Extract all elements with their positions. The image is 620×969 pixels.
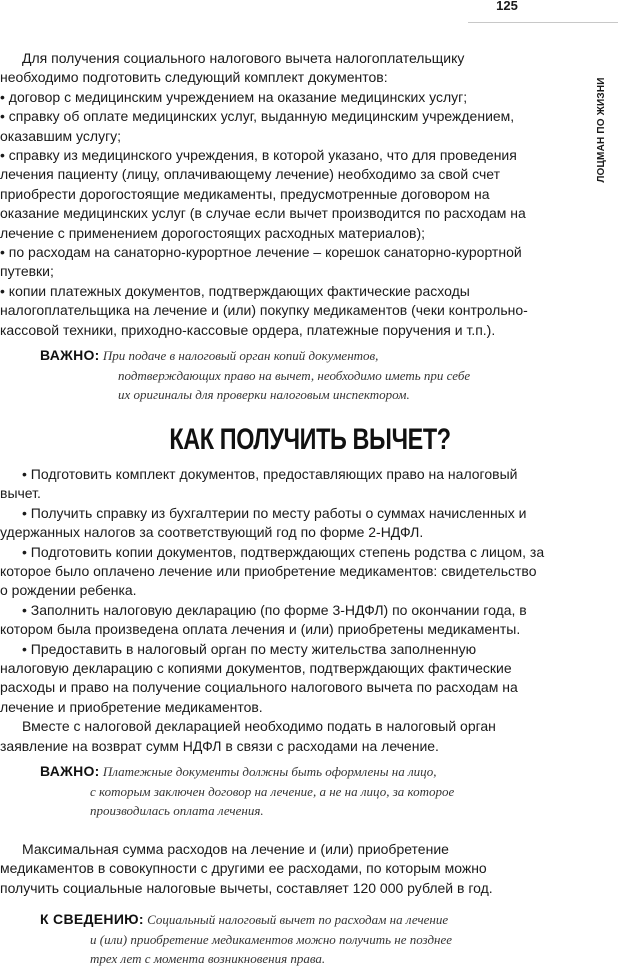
documents-list-item: • копии платежных документов, подтверждающих фактические расходы налогоплательщика на лечение и (или) покупку медикаментов (чеки контрольно-кассовой техники, приходно-кассовые ордера, платежные поручения и т.п.). [0,282,528,338]
step-item: • Предоставить в налоговый орган по месту жительства заполненную налоговую декларацию с копиями документов, подтверждающих фактические расходы и право на получение социального налогового вычета по расходам на лечение и приобретение медикаментов. [0,640,518,715]
documents-list-item: • по расходам на санаторно-курортное лечение – корешок санаторно-курортной путевки; [0,244,522,280]
note-label: ВАЖНО: [40,347,100,363]
closing-paragraph: Вместе с налоговой декларацией необходимо подать в налоговый орган заявление на возврат сумм НДФЛ в связи с расходами на лечение. [0,718,496,754]
documents-list-item: • справку из медицинского учреждения, в которой указано, что для проведения лечения пациенту (лицу, оплачивающему лечение) необходимо за свой счет приобрести дорогостоящие медикаменты, предусмотренные договором на оказание медицинских услуг (в случае если вычет производится по расходам на лечение с применением дорогостоящих расходных материалов); [0,147,526,241]
header-divider [468,22,618,23]
step-item: • Подготовить копии документов, подтверждающих степень родства с лицом, за которое было оплачено лечение или приобретение медикаментов: свидетельство о рождении ребенка. [0,543,545,599]
note-text: производилась оплата лечения. [90,803,264,818]
documents-list-item: • договор с медицинским учреждением на оказание медицинских услуг; [0,88,468,105]
note-text: с которым заключен договор на лечение, а не на лицо, за которое [90,783,455,799]
note-text: их оригиналы для проверки налоговым инспектором. [118,387,410,402]
note-label: ВАЖНО: [40,763,100,779]
max-sum-paragraph: Максимальная сумма расходов на лечение и (или) приобретение медикаментов в совокупности с другими ее расходами, по которым можно получить социальные налоговые вычеты, составляет 120 000 рублей в год. [0,841,493,896]
info-note-deadline [40,910,490,969]
side-running-title: ЛОЦМАН ПО ЖИЗНИ [596,77,607,183]
note-text: Платежные документы должны быть оформлены на лицо, [102,764,437,779]
note-text: Социальный налоговый вычет по расходам на лечение [147,912,449,927]
page-number: 125 [496,0,518,12]
section-heading: КАК ПОЛУЧИТЬ ВЫЧЕТ? [169,423,451,456]
note-text: трех лет с момента возникновения права. [90,951,326,966]
max-sum-section [0,840,546,898]
note-text: подтверждающих право на вычет, необходимо иметь при себе [118,367,471,383]
steps-section [0,465,546,756]
important-note-payment-docs [40,762,490,821]
important-note-originals [40,346,490,405]
note-line [40,910,490,930]
note-label: К СВЕДЕНИЮ: [40,911,144,927]
documents-intro: Для получения социального налогового вычета налогоплательщику необходимо подготовить следующий комплект документов: [0,50,465,86]
step-item: • Получить справку из бухгалтерии по месту работы о суммах начисленных и удержанных налогов за соответствующий год по форме 2-НДФЛ. [0,504,527,541]
note-text: При подаче в налоговый орган копий документов, [102,348,379,363]
step-item: • Заполнить налоговую декларацию (по форме 3-НДФЛ) по окончании года, в котором была произведена оплата лечения и (или) приобретены медикаменты. [0,601,527,638]
documents-list-item: • справку об оплате медицинских услуг, выданную медицинским учреждением, оказавшим услугу; [0,108,515,144]
note-line [40,762,490,782]
documents-section [0,49,546,340]
note-line [40,346,490,366]
note-text: и (или) приобретение медикаментов можно получить не позднее [90,931,453,947]
step-item: • Подготовить комплект документов, предоставляющих право на налоговый вычет. [0,466,518,502]
